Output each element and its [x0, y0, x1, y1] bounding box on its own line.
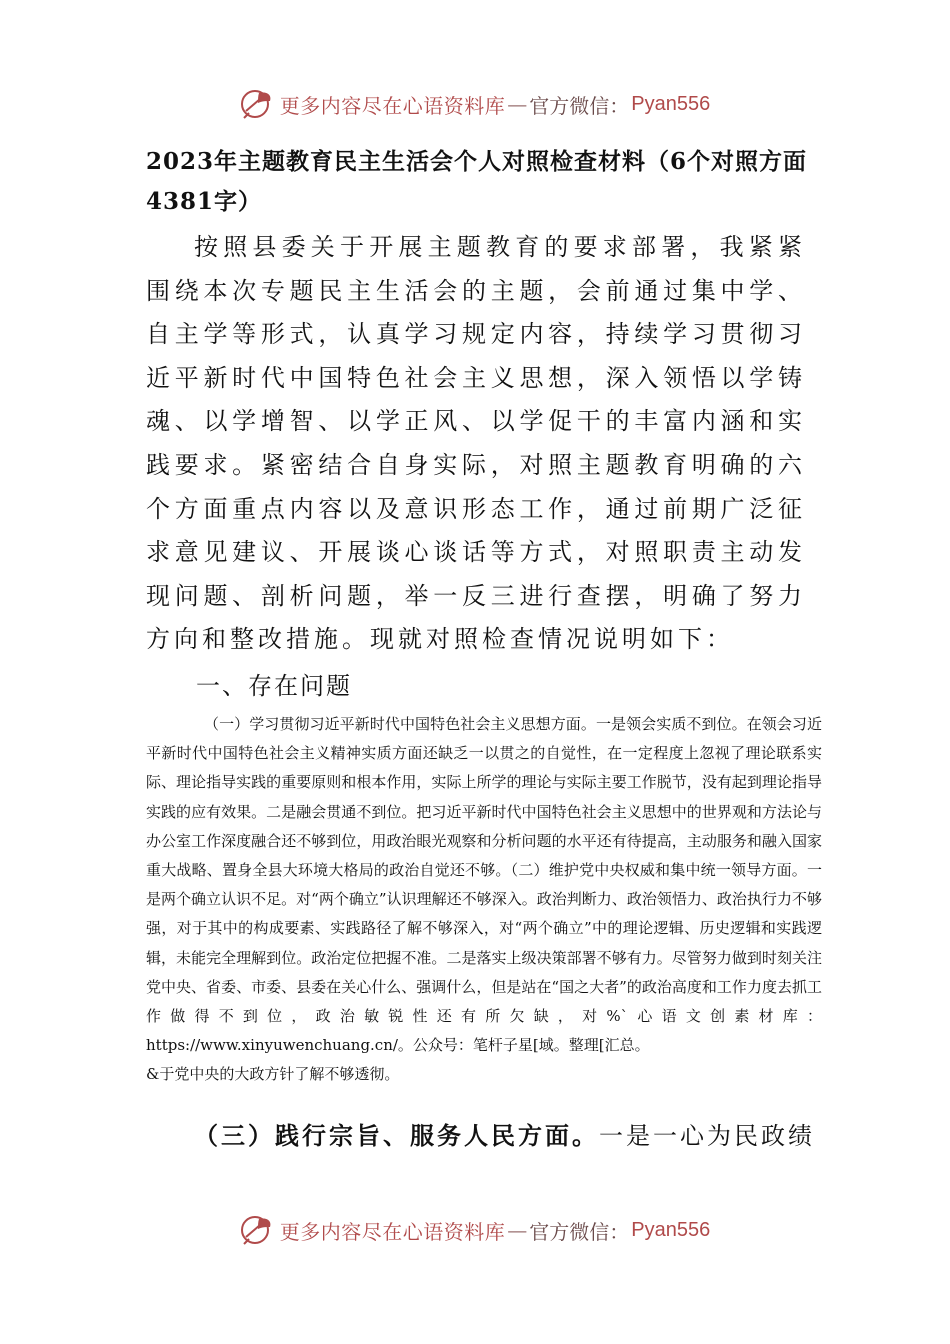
banner-wechat-id: Pyan556: [631, 92, 711, 115]
section-body-continuation: &于党中央的大政方针了解不够透彻。: [146, 1065, 400, 1084]
banner-wechat-label: 官方微信：: [529, 1219, 630, 1244]
document-title: 2023年主题教育民主生活会个人对照检查材料（6个对照方面4381字）: [146, 148, 808, 215]
banner-label: 更多内容尽在心语资料库: [279, 1219, 506, 1244]
section-body-main: （一）学习贯彻习近平新时代中国特色社会主义思想方面。一是领会实质不到位。在领会习近平新时代中国特色社会主义精神实质方面还缺乏一以贯之的自觉性，在一定程度上忽视了理论联系实际、理论指导实践的重要原则和根本作用，实际上所学的理论与实际主要工作脱节，没有起到理论指导实践的应有效果。二是融会贯通不到位。把习近平新时代中国特色社会主义思想中的世界观和方法论与办公室工作深度融合还不够到位，用政治眼光观察和分析问题的水平还有待提高，主动服务和融入国家重大战略、置身全县大环境大格局的政治自觉还不够。（二）维护党中央权威和集中统一领导方面。一是两个确立认识不足。对“两个确立”认识理解还不够深入。政治判断力、政治领悟力、政治执行力不够强，对于其中的构成要素、实践路径了解不够深入，对“两个确立”中的理论逻辑、历史逻辑和实践逻辑，未能完全理解到位。政治定位把握不准。二是落实上级决策部署不够有力。尽管努力做到时刻关注党中央、省委、市委、县委在关心什么、强调什么，但是站在“国之大者”的政治高度和工作力度去抓工作做得不到位，政治敏锐性还有所欠缺，对%`心语文创素材库：https://www.xinyuwenchuang.cn/。公众号：笔杆子星[域。整理[汇总。: [146, 715, 822, 1055]
banner-wechat-label: 官方微信：: [529, 93, 630, 118]
banner-wechat-id: Pyan556: [631, 1218, 711, 1241]
section-three-text: 一是一心为民政绩: [599, 1122, 815, 1150]
section-three-paragraph: [146, 1116, 822, 1151]
section-body-small-text: [146, 710, 822, 1090]
footer-watermark-banner: [0, 1210, 950, 1250]
quill-logo-icon: [240, 1213, 274, 1247]
intro-paragraph: 按照县委关于开展主题教育的要求部署，我紧紧围绕本次专题民主生活会的主题，会前通过集中学、自主学等形式，认真学习规定内容，持续学习贯彻习近平新时代中国特色社会主义思想，深入领悟以学铸魂、以学增智、以学正风、以学促干的丰富内涵和实践要求。紧密结合自身实际，对照主题教育明确的六个方面重点内容以及意识形态工作，通过前期广泛征求意见建议、开展谈心谈话等方式，对照职责主动发现问题、剖析问题，举一反三进行查摆，明确了努力方向和整改措施。现就对照检查情况说明如下：: [146, 233, 806, 654]
header-watermark-banner: [0, 84, 950, 124]
banner-dash: —: [507, 1218, 528, 1242]
section-heading-problems: 一、存在问题: [196, 672, 352, 700]
section-three-heading: （三）践行宗旨、服务人民方面。: [194, 1121, 599, 1150]
quill-logo-icon: [240, 87, 274, 121]
banner-label: 更多内容尽在心语资料库: [279, 93, 506, 118]
banner-dash: —: [507, 92, 528, 116]
